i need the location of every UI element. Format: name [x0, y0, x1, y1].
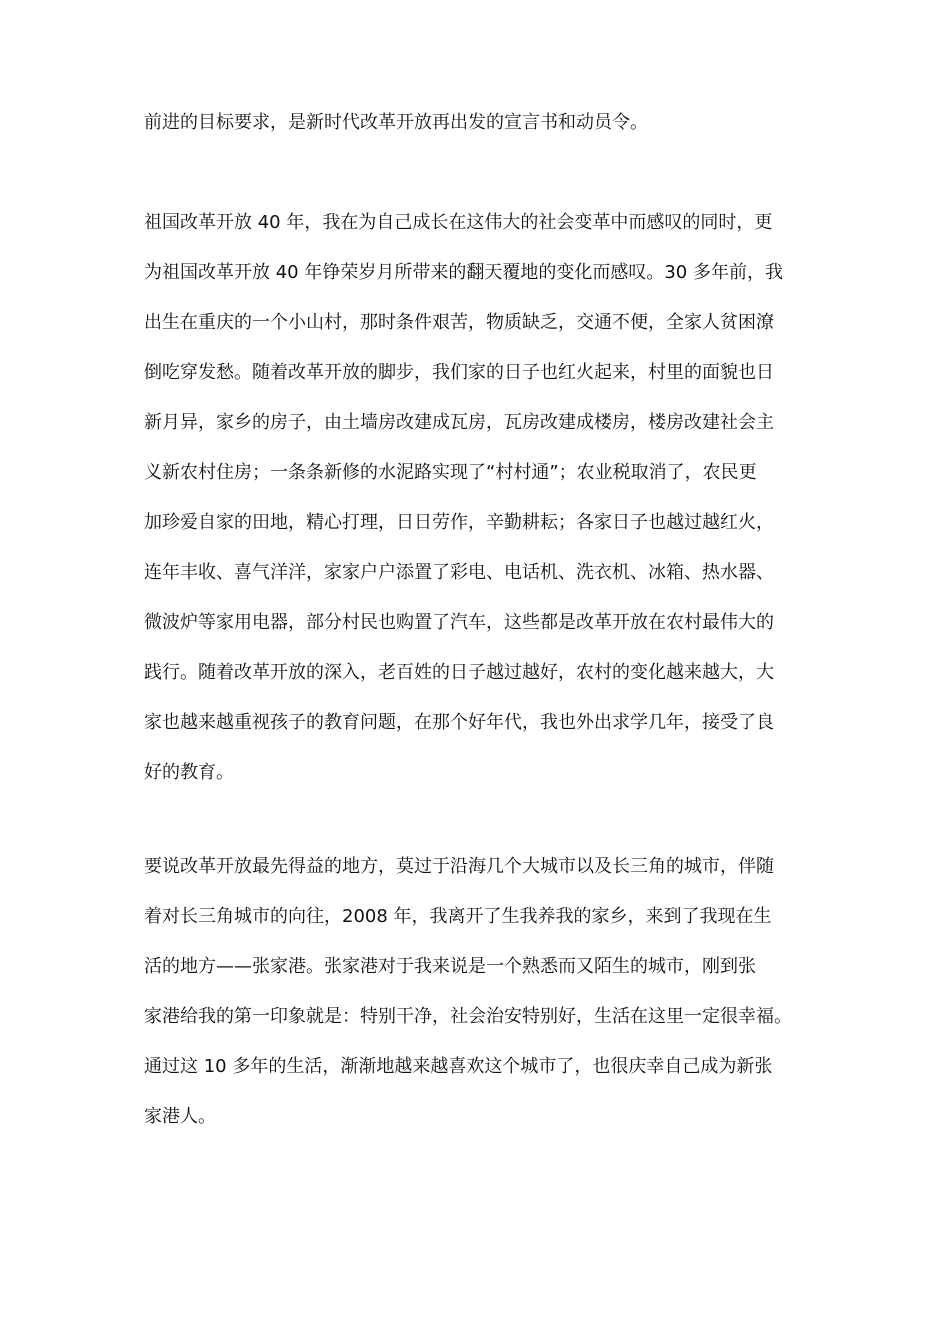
text-line: 活的地方——张家港。张家港对于我来说是一个熟悉而又陌生的城市，刚到张 [144, 956, 756, 977]
text-line: 好的教育。 [144, 762, 234, 783]
text-line: 通过这 10 多年的生活，渐渐地越来越喜欢这个城市了，也很庆幸自己成为新张 [144, 1056, 773, 1077]
paragraph-2 [144, 198, 834, 798]
text-line: 新月异，家乡的房子，由土墙房改建成瓦房，瓦房改建成楼房，楼房改建社会主 [144, 412, 774, 433]
text-line: 祖国改革开放 40 年，我在为自己成长在这伟大的社会变革中而感叹的同时，更 [144, 212, 773, 233]
text-line: 义新农村住房；一条条新修的水泥路实现了“村村通”；农业税取消了，农民更 [144, 462, 757, 483]
text-line: 倒吃穿发愁。随着改革开放的脚步，我们家的日子也红火起来，村里的面貌也日 [144, 362, 774, 383]
text-line: 微波炉等家用电器，部分村民也购置了汽车，这些都是改革开放在农村最伟大的 [144, 612, 774, 633]
text-line: 要说改革开放最先得益的地方，莫过于沿海几个大城市以及长三角的城市，伴随 [144, 856, 774, 877]
paragraph-1 [144, 98, 834, 148]
text-line: 家港人。 [144, 1106, 216, 1127]
text-line: 前进的目标要求，是新时代改革开放再出发的宣言书和动员令。 [144, 112, 648, 133]
text-line: 加珍爱自家的田地，精心打理，日日劳作，辛勤耕耘；各家日子也越过越红火， [144, 512, 774, 533]
paragraph-3 [144, 842, 834, 1142]
text-line: 连年丰收、喜气洋洋，家家户户添置了彩电、电话机、洗衣机、冰箱、热水器、 [144, 562, 774, 583]
text-line: 家港给我的第一印象就是：特别干净，社会治安特别好，生活在这里一定很幸福。 [144, 1006, 792, 1027]
text-line: 践行。随着改革开放的深入，老百姓的日子越过越好，农村的变化越来越大，大 [144, 662, 774, 683]
text-line: 出生在重庆的一个小山村，那时条件艰苦，物质缺乏，交通不便，全家人贫困潦 [144, 312, 774, 333]
text-line: 着对长三角城市的向往，2008 年，我离开了生我养我的家乡，来到了我现在生 [144, 906, 772, 927]
text-line: 家也越来越重视孩子的教育问题，在那个好年代，我也外出求学几年，接受了良 [144, 712, 774, 733]
text-line: 为祖国改革开放 40 年铮荣岁月所带来的翻天覆地的变化而感叹。30 多年前，我 [144, 262, 783, 283]
